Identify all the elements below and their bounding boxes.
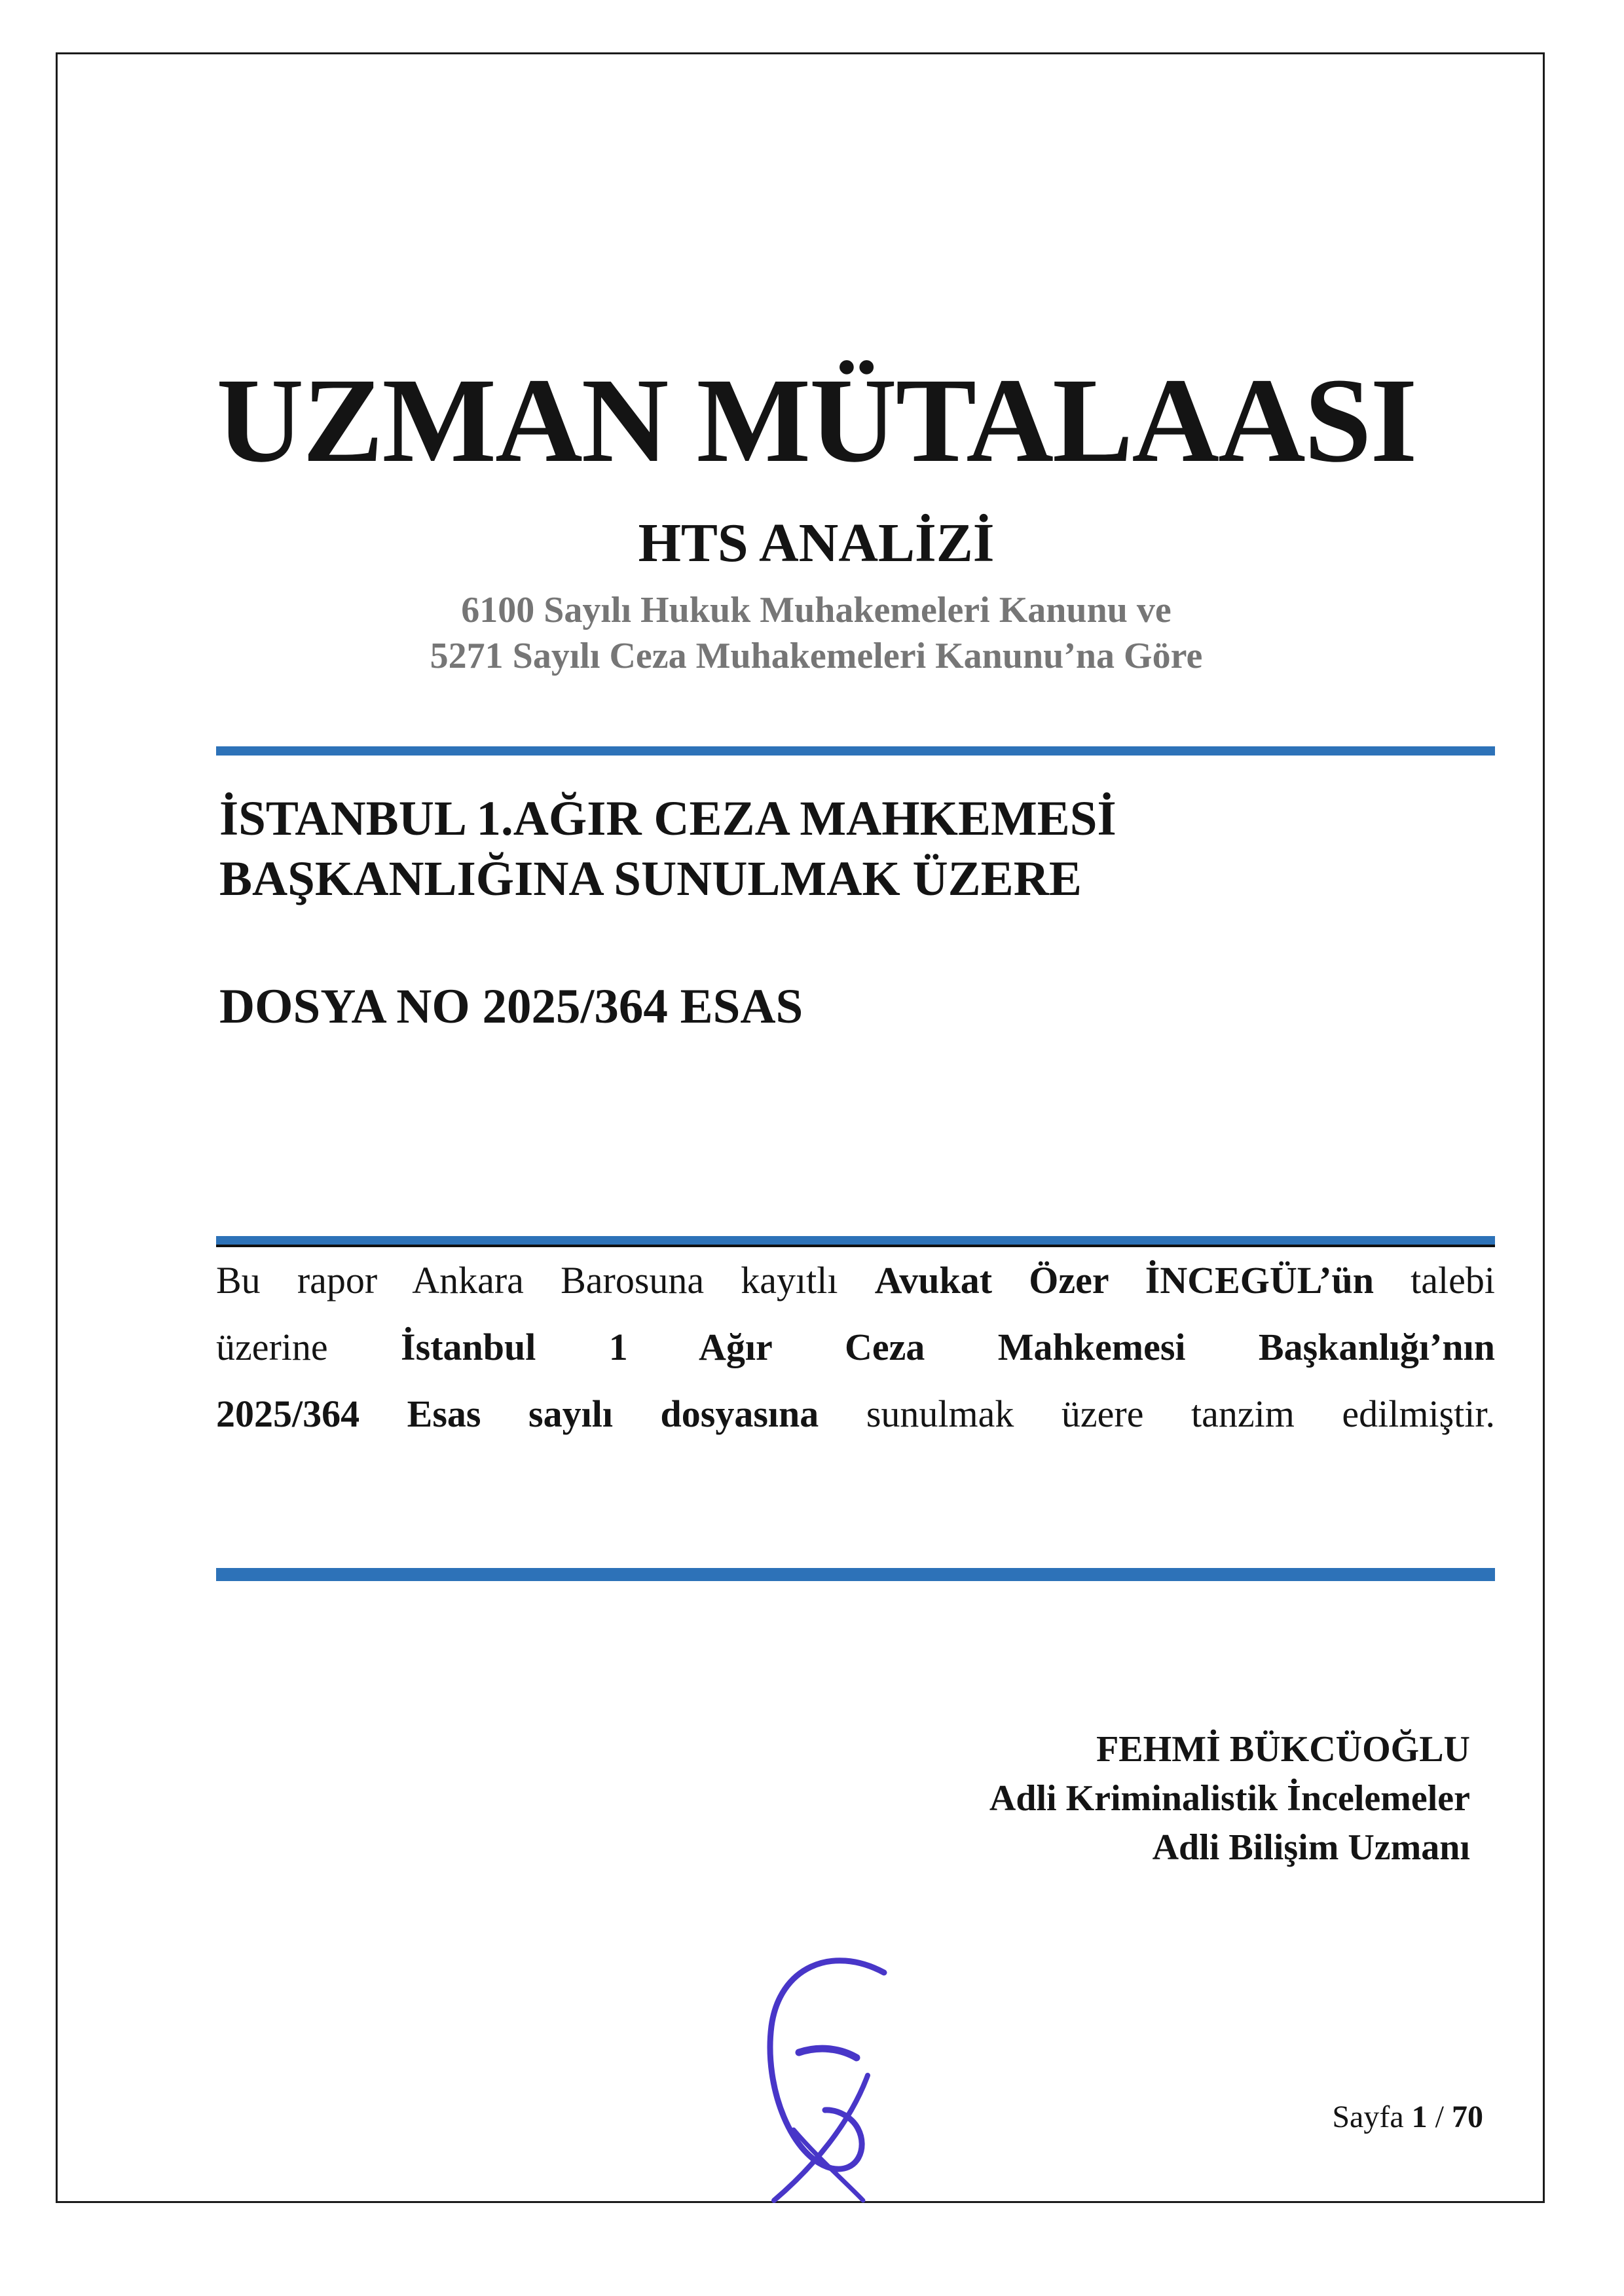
paragraph-text: üzerine [216,1326,401,1368]
court-heading-line-2: BAŞKANLIĞINA SUNULMAK ÜZERE [219,852,1082,906]
document-header [216,354,1495,679]
page-footer [1332,2098,1483,2136]
case-number: DOSYA NO 2025/364 ESAS [219,979,803,1034]
paragraph-line [216,1247,1495,1314]
document-subtitle: HTS ANALİZİ [638,513,995,574]
report-paragraph [216,1247,1495,1448]
page-footer-current: 1 [1411,2100,1428,2134]
expert-signature-block [989,1725,1470,1872]
legal-basis-line-1: 6100 Sayılı Hukuk Muhakemeleri Kanunu ve [461,589,1172,630]
paragraph-text-bold: İstanbul 1 Ağır Ceza Mahkemesi Başkanlığı’nın [401,1326,1495,1368]
paragraph-text-bold: 2025/364 Esas sayılı dosyasına [216,1393,819,1435]
document-title: UZMAN MÜTALAASI [216,354,1416,488]
expert-title-1: Adli Kriminalistik İncelemeler [989,1778,1470,1819]
page-footer-label: Sayfa [1332,2100,1412,2134]
expert-title-2: Adli Bilişim Uzmanı [1152,1827,1470,1868]
accent-rule-top [216,746,1495,756]
accent-rule-bottom [216,1568,1495,1581]
paragraph-text-bold: Avukat Özer İNCEGÜL’ün [874,1259,1374,1302]
handwritten-signature [733,1941,950,2210]
court-heading-line-1: İSTANBUL 1.AĞIR CEZA MAHKEMESİ [219,792,1116,846]
accent-rule-middle [216,1236,1495,1247]
paragraph-text: sunulmak üzere tanzim edilmiştir. [819,1393,1495,1435]
legal-basis-line-2: 5271 Sayılı Ceza Muhakemeleri Kanunu’na Göre [430,635,1203,676]
court-heading [219,789,1116,909]
page-footer-total: 70 [1452,2100,1483,2134]
legal-basis [216,587,1416,679]
paragraph-text: Bu rapor Ankara Barosuna kayıtlı [216,1259,875,1302]
paragraph-text: talebi [1373,1259,1495,1302]
expert-name: FEHMİ BÜKCÜOĞLU [1096,1729,1470,1770]
paragraph-line [216,1314,1495,1381]
page-footer-separator: / [1427,2100,1452,2134]
paragraph-line [216,1381,1495,1448]
